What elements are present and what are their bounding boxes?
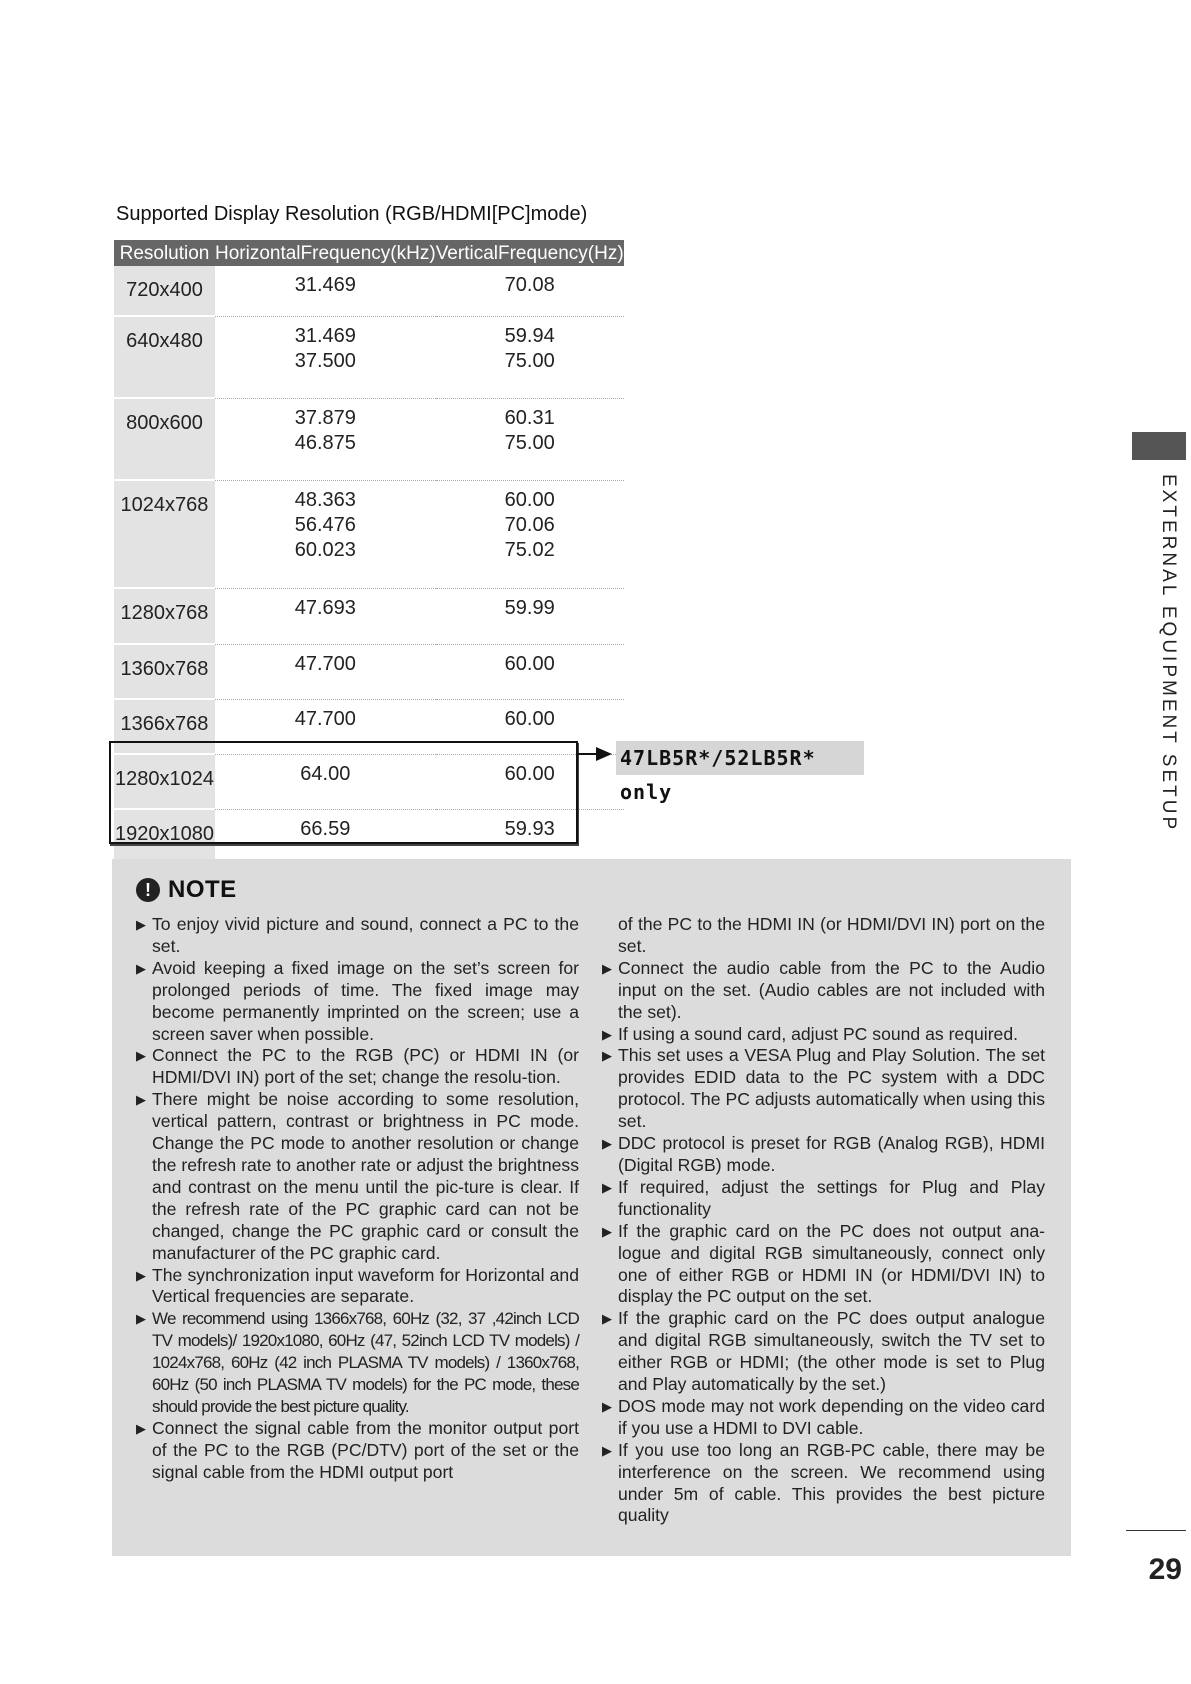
note-item: [136, 914, 579, 958]
note-item: [136, 1308, 579, 1418]
arrow-right-icon: [596, 747, 612, 761]
horizontal-frequency-value: 60.023: [294, 538, 356, 561]
horizontal-frequency-value: 47.700: [294, 707, 356, 730]
horizontal-frequency-value: 56.476: [294, 513, 356, 536]
note-item: [602, 1133, 1045, 1177]
horizontal-frequency-value: 48.363: [294, 488, 356, 511]
note-item-text: There might be noise according to some resolution, vertical pattern, contrast or brightness in PC mode. Change the PC mode to another resolution or change the refresh rate to another rate or adjust the brightness and contrast on the menu until the pic-ture is clear. If the refresh rate of the PC graphic card can not be changed, change the PC graphic card or consult the manufacturer of the PC graphic card.: [152, 1089, 579, 1263]
bullet-triangle-icon: ▶: [136, 1092, 146, 1108]
bullet-triangle-icon: ▶: [602, 1311, 612, 1327]
note-item-text: DOS mode may not work depending on the video card if you use a HDMI to DVI cable.: [618, 1395, 1045, 1438]
vertical-frequency-value: 59.99: [504, 596, 555, 619]
note-item-text: We recommend using 1366x768, 60Hz (32, 37 ,42inch LCD TV models)/ 1920x1080, 60Hz (47, 52inch LCD TV models) / 1024x768, 60Hz (42 inch PLASMA TV models) / 1360x768, 60Hz (50 inch PLASMA TV models) for the PC mode, these should provide the best picture quality.: [152, 1309, 579, 1416]
resolution-table: [114, 240, 624, 865]
note-item-text: If the graphic card on the PC does not output ana-logue and digital RGB simultaneously, connect only one of either RGB or HDMI IN (or HDMI/DVI IN) to display the PC output on the set.: [618, 1220, 1045, 1307]
resolution-cell: 1920x1080: [114, 809, 215, 864]
bullet-triangle-icon: ▶: [602, 1398, 612, 1414]
vertical-frequency-value: 60.00: [504, 652, 555, 675]
vertical-frequency-cell: [436, 398, 624, 480]
horizontal-frequency-value: 66.59: [300, 817, 351, 840]
note-item-text: This set uses a VESA Plug and Play Solution. The set provides EDID data to the PC system with a DDC protocol. The PC adjusts automatically when using this set.: [618, 1045, 1045, 1132]
horizontal-frequency-cell: [215, 699, 436, 754]
section-tab: [1132, 432, 1186, 460]
note-item: [136, 1045, 579, 1089]
header-vertical-frequency: VerticalFrequency(Hz): [436, 240, 624, 266]
horizontal-frequency-cell: [215, 809, 436, 864]
header-horizontal-frequency: HorizontalFrequency(kHz): [215, 240, 436, 266]
bullet-triangle-icon: ▶: [602, 1136, 612, 1152]
table-header-row: [114, 240, 624, 266]
note-item-text: If required, adjust the settings for Plug and Play functionality: [618, 1176, 1045, 1219]
note-column-left: [136, 914, 579, 1484]
note-item: [136, 1089, 579, 1264]
horizontal-frequency-value: 47.693: [294, 596, 356, 619]
bullet-triangle-icon: ▶: [136, 917, 146, 932]
note-item-text: Connect the signal cable from the monitor output port of the PC to the RGB (PC/DTV) port of the set or the signal cable from the HDMI output port: [152, 1417, 579, 1482]
vertical-frequency-cell: [436, 754, 624, 809]
bullet-triangle-icon: ▶: [136, 1267, 146, 1283]
note-item: [602, 1024, 1045, 1046]
table-row: [114, 588, 624, 644]
arrow-line: [577, 753, 597, 755]
horizontal-frequency-cell: [215, 266, 436, 316]
resolution-cell: 720x400: [114, 266, 215, 316]
table-row: [114, 316, 624, 398]
note-item: [136, 958, 579, 1046]
table-row: [114, 644, 624, 699]
resolution-cell: 1280x1024: [114, 754, 215, 809]
vertical-frequency-cell: [436, 699, 624, 754]
horizontal-frequency-value: 31.469: [294, 324, 356, 347]
note-column-right: [602, 914, 1045, 1527]
horizontal-frequency-cell: [215, 754, 436, 809]
table-title: Supported Display Resolution (RGB/HDMI[PC]mode): [116, 203, 588, 225]
note-item-text: Connect the PC to the RGB (PC) or HDMI IN (or HDMI/DVI IN) port of the set; change the resolu-tion.: [152, 1045, 579, 1088]
vertical-frequency-value: 60.00: [504, 762, 555, 785]
note-item: [136, 1265, 579, 1309]
page-number: 29: [1148, 1553, 1182, 1586]
horizontal-frequency-cell: [215, 316, 436, 398]
vertical-frequency-value: 70.08: [504, 274, 555, 296]
horizontal-frequency-value: 31.469: [294, 274, 356, 296]
vertical-frequency-value: 70.06: [504, 513, 555, 536]
vertical-frequency-cell: [436, 588, 624, 644]
horizontal-frequency-value: 37.879: [294, 406, 356, 429]
vertical-frequency-value: 75.00: [504, 349, 555, 372]
resolution-cell: 1280x768: [114, 588, 215, 644]
note-item: [602, 1045, 1045, 1133]
table-row: [114, 699, 624, 754]
horizontal-frequency-value: 46.875: [294, 431, 356, 454]
bullet-triangle-icon: ▶: [602, 1179, 612, 1195]
resolution-cell: 1360x768: [114, 644, 215, 699]
note-item-text: DDC protocol is preset for RGB (Analog RGB), HDMI (Digital RGB) mode.: [618, 1133, 1045, 1175]
horizontal-frequency-cell: [215, 644, 436, 699]
horizontal-frequency-value: 37.500: [294, 349, 356, 372]
page-rule: [1126, 1530, 1186, 1531]
note-item-text: If using a sound card, adjust PC sound as required.: [618, 1023, 1019, 1044]
table-row: [114, 480, 624, 588]
bullet-triangle-icon: ▶: [602, 1223, 612, 1239]
note-item: [602, 958, 1045, 1024]
resolution-cell: 1366x768: [114, 699, 215, 754]
table-row: [114, 754, 624, 809]
horizontal-frequency-value: 64.00: [300, 762, 351, 785]
note-title: NOTE: [168, 876, 237, 903]
note-item: [602, 1440, 1045, 1528]
horizontal-frequency-cell: [215, 398, 436, 480]
horizontal-frequency-value: 47.700: [294, 652, 356, 675]
bullet-triangle-icon: ▶: [136, 960, 146, 976]
bullet-triangle-icon: ▶: [602, 1026, 612, 1042]
note-item: [602, 1396, 1045, 1440]
note-item: [136, 1418, 579, 1484]
bullet-triangle-icon: ▶: [136, 1420, 146, 1436]
vertical-frequency-value: 59.94: [504, 324, 555, 347]
bullet-triangle-icon: ▶: [136, 1048, 146, 1064]
vertical-frequency-value: 60.00: [504, 488, 555, 511]
vertical-frequency-value: 75.00: [504, 431, 555, 454]
note-item-text: If the graphic card on the PC does output analogue and digital RGB simultaneously, switch the TV set to either RGB or HDMI; (the other mode is set to Plug and Play automatically by the set.): [618, 1308, 1045, 1395]
note-item-continuation: of the PC to the HDMI IN (or HDMI/DVI IN) port on the set.: [618, 914, 1045, 956]
note-item-text: The synchronization input waveform for Horizontal and Vertical frequencies are separate.: [152, 1264, 579, 1307]
resolution-cell: 640x480: [114, 316, 215, 398]
vertical-frequency-cell: [436, 809, 624, 864]
horizontal-frequency-cell: [215, 588, 436, 644]
resolution-cell: 800x600: [114, 398, 215, 480]
note-item-text: Connect the audio cable from the PC to the Audio input on the set. (Audio cables are not included with the set).: [618, 957, 1045, 1022]
note-item: [602, 1308, 1045, 1396]
vertical-frequency-value: 75.02: [504, 538, 555, 561]
note-box: [112, 859, 1071, 1556]
table-row: [114, 809, 624, 864]
model-only-label: 47LB5R*/52LB5R* only: [616, 741, 864, 775]
note-item-text: Avoid keeping a fixed image on the set’s screen for prolonged periods of time. The fixed image may become permanently imprinted on the screen; use a screen saver when possible.: [152, 957, 579, 1044]
table-row: [114, 398, 624, 480]
bullet-triangle-icon: ▶: [602, 960, 612, 976]
exclamation-icon: !: [136, 878, 160, 902]
note-item: [602, 1177, 1045, 1221]
vertical-frequency-cell: [436, 266, 624, 316]
table-row: [114, 266, 624, 316]
note-item: [602, 1221, 1045, 1309]
vertical-frequency-value: 59.93: [504, 817, 555, 840]
vertical-frequency-value: 60.31: [504, 406, 555, 429]
note-item-text: To enjoy vivid picture and sound, connect a PC to the set.: [152, 914, 579, 956]
bullet-triangle-icon: ▶: [602, 1048, 612, 1064]
horizontal-frequency-cell: [215, 480, 436, 588]
note-header: [136, 873, 237, 907]
bullet-triangle-icon: ▶: [136, 1311, 146, 1327]
note-item-text: If you use too long an RGB-PC cable, there may be interference on the screen. We recommend using under 5m of cable. This provides the best picture quality: [618, 1439, 1045, 1526]
resolution-cell: 1024x768: [114, 480, 215, 588]
vertical-frequency-cell: [436, 480, 624, 588]
vertical-frequency-value: 60.00: [504, 707, 555, 730]
bullet-triangle-icon: ▶: [602, 1442, 612, 1458]
header-resolution: Resolution: [114, 240, 215, 266]
section-label: EXTERNAL EQUIPMENT SETUP: [1158, 474, 1179, 833]
vertical-frequency-cell: [436, 644, 624, 699]
vertical-frequency-cell: [436, 316, 624, 398]
